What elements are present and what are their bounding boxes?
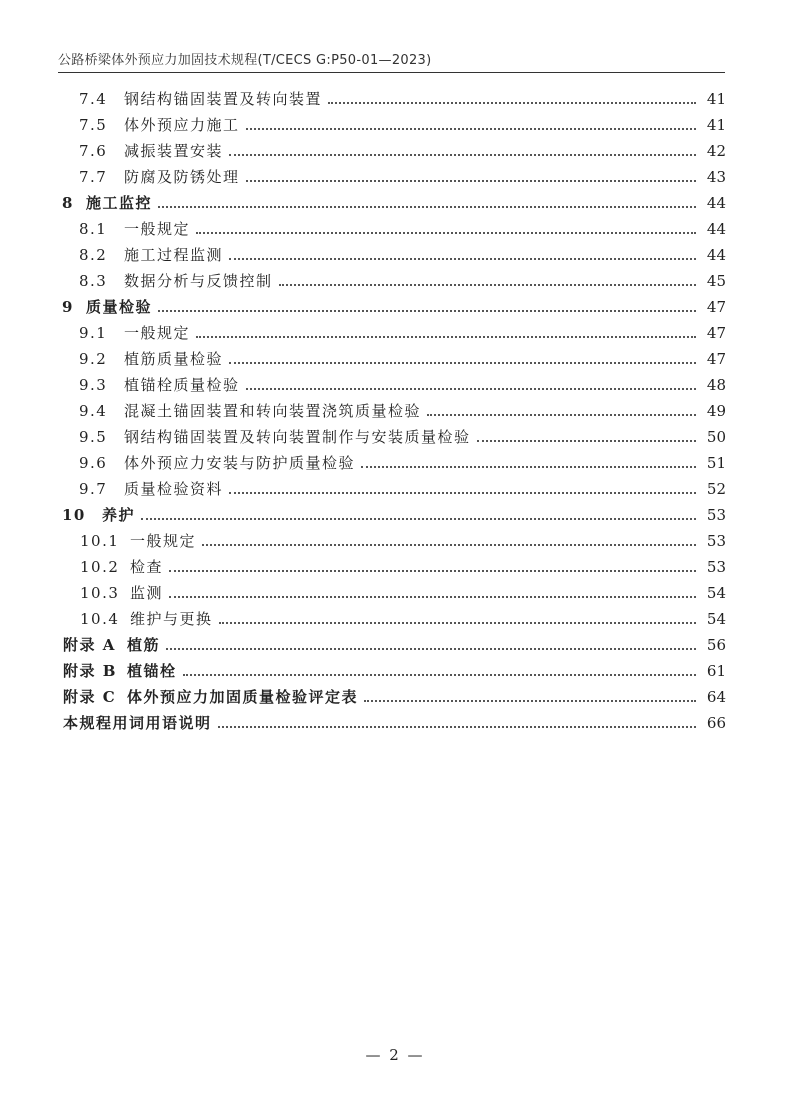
toc-entry-number: 9.7 [79,480,108,498]
toc-entry-number: 9.4 [79,402,108,420]
toc-entry[interactable] [0,268,790,294]
toc-entry[interactable] [0,242,790,268]
toc-entry-number: 9.6 [79,454,108,472]
toc-entry-page: 45 [696,268,726,294]
toc-entry-number: 9.1 [79,324,108,342]
toc-entry-page: 47 [696,346,726,372]
toc-entry-text [80,554,165,580]
toc-entry[interactable] [0,190,790,216]
toc-leader-dots [477,440,696,442]
toc-entry-number: 9.2 [79,350,108,368]
toc-entry-number: 8.2 [79,246,108,264]
toc-entry-title: 质量检验资料 [124,476,225,502]
toc-leader-dots [169,596,696,598]
toc-entry-number: 10.2 [80,558,120,576]
toc-entry[interactable] [0,554,790,580]
toc-entry-text [79,398,423,424]
toc-entry-page: 53 [696,554,726,580]
toc-entry-page: 42 [696,138,726,164]
toc-entry-text [79,242,225,268]
toc-entry[interactable] [0,320,790,346]
toc-leader-dots [361,466,696,468]
toc-entry-text [80,606,215,632]
toc-entry[interactable] [0,710,790,736]
toc-entry-page: 41 [696,112,726,138]
toc-entry[interactable] [0,398,790,424]
toc-entry-number: 9.3 [79,376,108,394]
toc-leader-dots [279,284,696,286]
toc-entry-page: 50 [696,424,726,450]
toc-leader-dots [158,310,696,312]
toc-entry-page: 53 [696,528,726,554]
toc-entry-page: 47 [696,320,726,346]
toc-entry-number: 10 [62,506,86,524]
toc-leader-dots [229,154,696,156]
toc-entry-title: 减振装置安装 [124,138,225,164]
toc-entry-title: 防腐及防锈处理 [124,164,242,190]
toc-entry-number: 9 [62,298,74,316]
toc-entry[interactable] [0,216,790,242]
toc-entry-text [62,502,137,528]
toc-entry-number: 附录 C [63,688,117,706]
toc-leader-dots [229,362,696,364]
page-number: — 2 — [365,1046,425,1064]
toc-entry-title: 体外预应力施工 [124,112,242,138]
toc-leader-dots [196,232,696,234]
toc-entry-text [79,216,192,242]
toc-entry-title: 质量检验 [86,294,154,320]
toc-entry-page: 49 [696,398,726,424]
toc-entry-title: 一般规定 [130,528,198,554]
toc-entry-number: 8.3 [79,272,108,290]
toc-entry-text [62,190,154,216]
toc-entry[interactable] [0,658,790,684]
toc-entry-page: 56 [696,632,726,658]
toc-entry[interactable] [0,580,790,606]
toc-entry[interactable] [0,112,790,138]
toc-leader-dots [229,258,696,260]
toc-entry-text [63,658,179,684]
toc-entry-number: 7.6 [79,142,108,160]
toc-entry-page: 51 [696,450,726,476]
toc-entry-page: 43 [696,164,726,190]
toc-leader-dots [246,388,696,390]
toc-entry-page: 48 [696,372,726,398]
toc-entry-title: 施工监控 [86,190,154,216]
toc-entry[interactable] [0,450,790,476]
toc-leader-dots [166,648,696,650]
toc-entry-number: 8 [62,194,74,212]
toc-entry-title: 体外预应力加固质量检验评定表 [127,684,360,710]
toc-entry[interactable] [0,632,790,658]
toc-entry-page: 54 [696,580,726,606]
toc-entry-text [79,320,192,346]
running-header-title: 公路桥梁体外预应力加固技术规程(T/CECS G:P50-01—2023) [58,53,432,68]
toc-entry-title: 数据分析与反馈控制 [124,268,275,294]
toc-entry-title: 本规程用词用语说明 [63,710,214,736]
toc-leader-dots [246,128,696,130]
toc-entry-title: 植筋 [127,632,162,658]
toc-entry-title: 施工过程监测 [124,242,225,268]
toc-entry-text [79,346,225,372]
toc-leader-dots [246,180,696,182]
toc-entry-text [79,450,357,476]
toc-entry-page: 54 [696,606,726,632]
toc-entry[interactable] [0,164,790,190]
toc-entry-number: 7.5 [79,116,108,134]
toc-entry-title: 一般规定 [124,216,192,242]
toc-leader-dots [427,414,696,416]
toc-entry-text [62,294,154,320]
toc-entry-number: 8.1 [79,220,108,238]
toc-leader-dots [218,726,696,728]
toc-entry-title: 植锚栓质量检验 [124,372,242,398]
toc-leader-dots [364,700,696,702]
toc-entry-title: 监测 [130,580,165,606]
toc-entry-page: 47 [696,294,726,320]
toc-entry-text [63,684,360,710]
toc-entry-page: 53 [696,502,726,528]
toc-entry-title: 钢结构锚固装置及转向装置 [124,86,324,112]
toc-entry-title: 钢结构锚固装置及转向装置制作与安装质量检验 [124,424,473,450]
toc-entry-page: 44 [696,190,726,216]
toc-leader-dots [158,206,696,208]
toc-entry-text [63,710,214,736]
toc-entry-page: 66 [696,710,726,736]
toc-entry-page: 52 [696,476,726,502]
toc-entry[interactable] [0,424,790,450]
toc-leader-dots [196,336,696,338]
toc-entry-title: 维护与更换 [130,606,215,632]
toc-entry-number: 附录 A [63,636,116,654]
toc-leader-dots [183,674,696,676]
toc-entry-page: 44 [696,242,726,268]
toc-entry-page: 44 [696,216,726,242]
toc-entry-number: 10.1 [80,532,120,550]
toc-leader-dots [202,544,696,546]
toc-entry-number: 附录 B [63,662,117,680]
toc-entry-page: 61 [696,658,726,684]
toc-entry[interactable] [0,606,790,632]
toc-leader-dots [141,518,696,520]
toc-entry-title: 一般规定 [124,320,192,346]
toc-entry[interactable] [0,476,790,502]
toc-entry-number: 9.5 [79,428,108,446]
toc-entry-text [79,164,242,190]
toc-entry-text [80,580,165,606]
toc-entry[interactable] [0,294,790,320]
toc-entry-text [79,372,242,398]
toc-entry-title: 检查 [130,554,165,580]
header-rule [58,72,725,73]
toc-entry-title: 混凝土锚固装置和转向装置浇筑质量检验 [124,398,423,424]
toc-entry[interactable] [0,372,790,398]
toc-leader-dots [219,622,696,624]
toc-leader-dots [229,492,696,494]
toc-entry[interactable] [0,138,790,164]
toc-entry-number: 7.7 [79,168,108,186]
toc-leader-dots [328,102,696,104]
toc-entry[interactable] [0,684,790,710]
toc-entry-text [79,138,225,164]
toc-entry-title: 体外预应力安装与防护质量检验 [124,450,357,476]
toc-entry-text [79,112,242,138]
toc-entry-text [80,528,198,554]
toc-entry[interactable] [0,346,790,372]
toc-entry-text [63,632,162,658]
toc-entry-number: 10.3 [80,584,120,602]
toc-entry-title: 植筋质量检验 [124,346,225,372]
toc-entry-text [79,268,275,294]
toc-entry-title: 养护 [102,502,137,528]
toc-entry-text [79,476,225,502]
toc-entry-page: 41 [696,86,726,112]
toc-entry-number: 10.4 [80,610,120,628]
toc-entry[interactable] [0,502,790,528]
toc-entry-text [79,424,473,450]
toc-entry-title: 植锚栓 [127,658,179,684]
toc-entry[interactable] [0,86,790,112]
toc-entry-page: 64 [696,684,726,710]
toc-entry-number: 7.4 [79,90,108,108]
toc-leader-dots [169,570,696,572]
toc-entry[interactable] [0,528,790,554]
toc-entry-text [79,86,324,112]
